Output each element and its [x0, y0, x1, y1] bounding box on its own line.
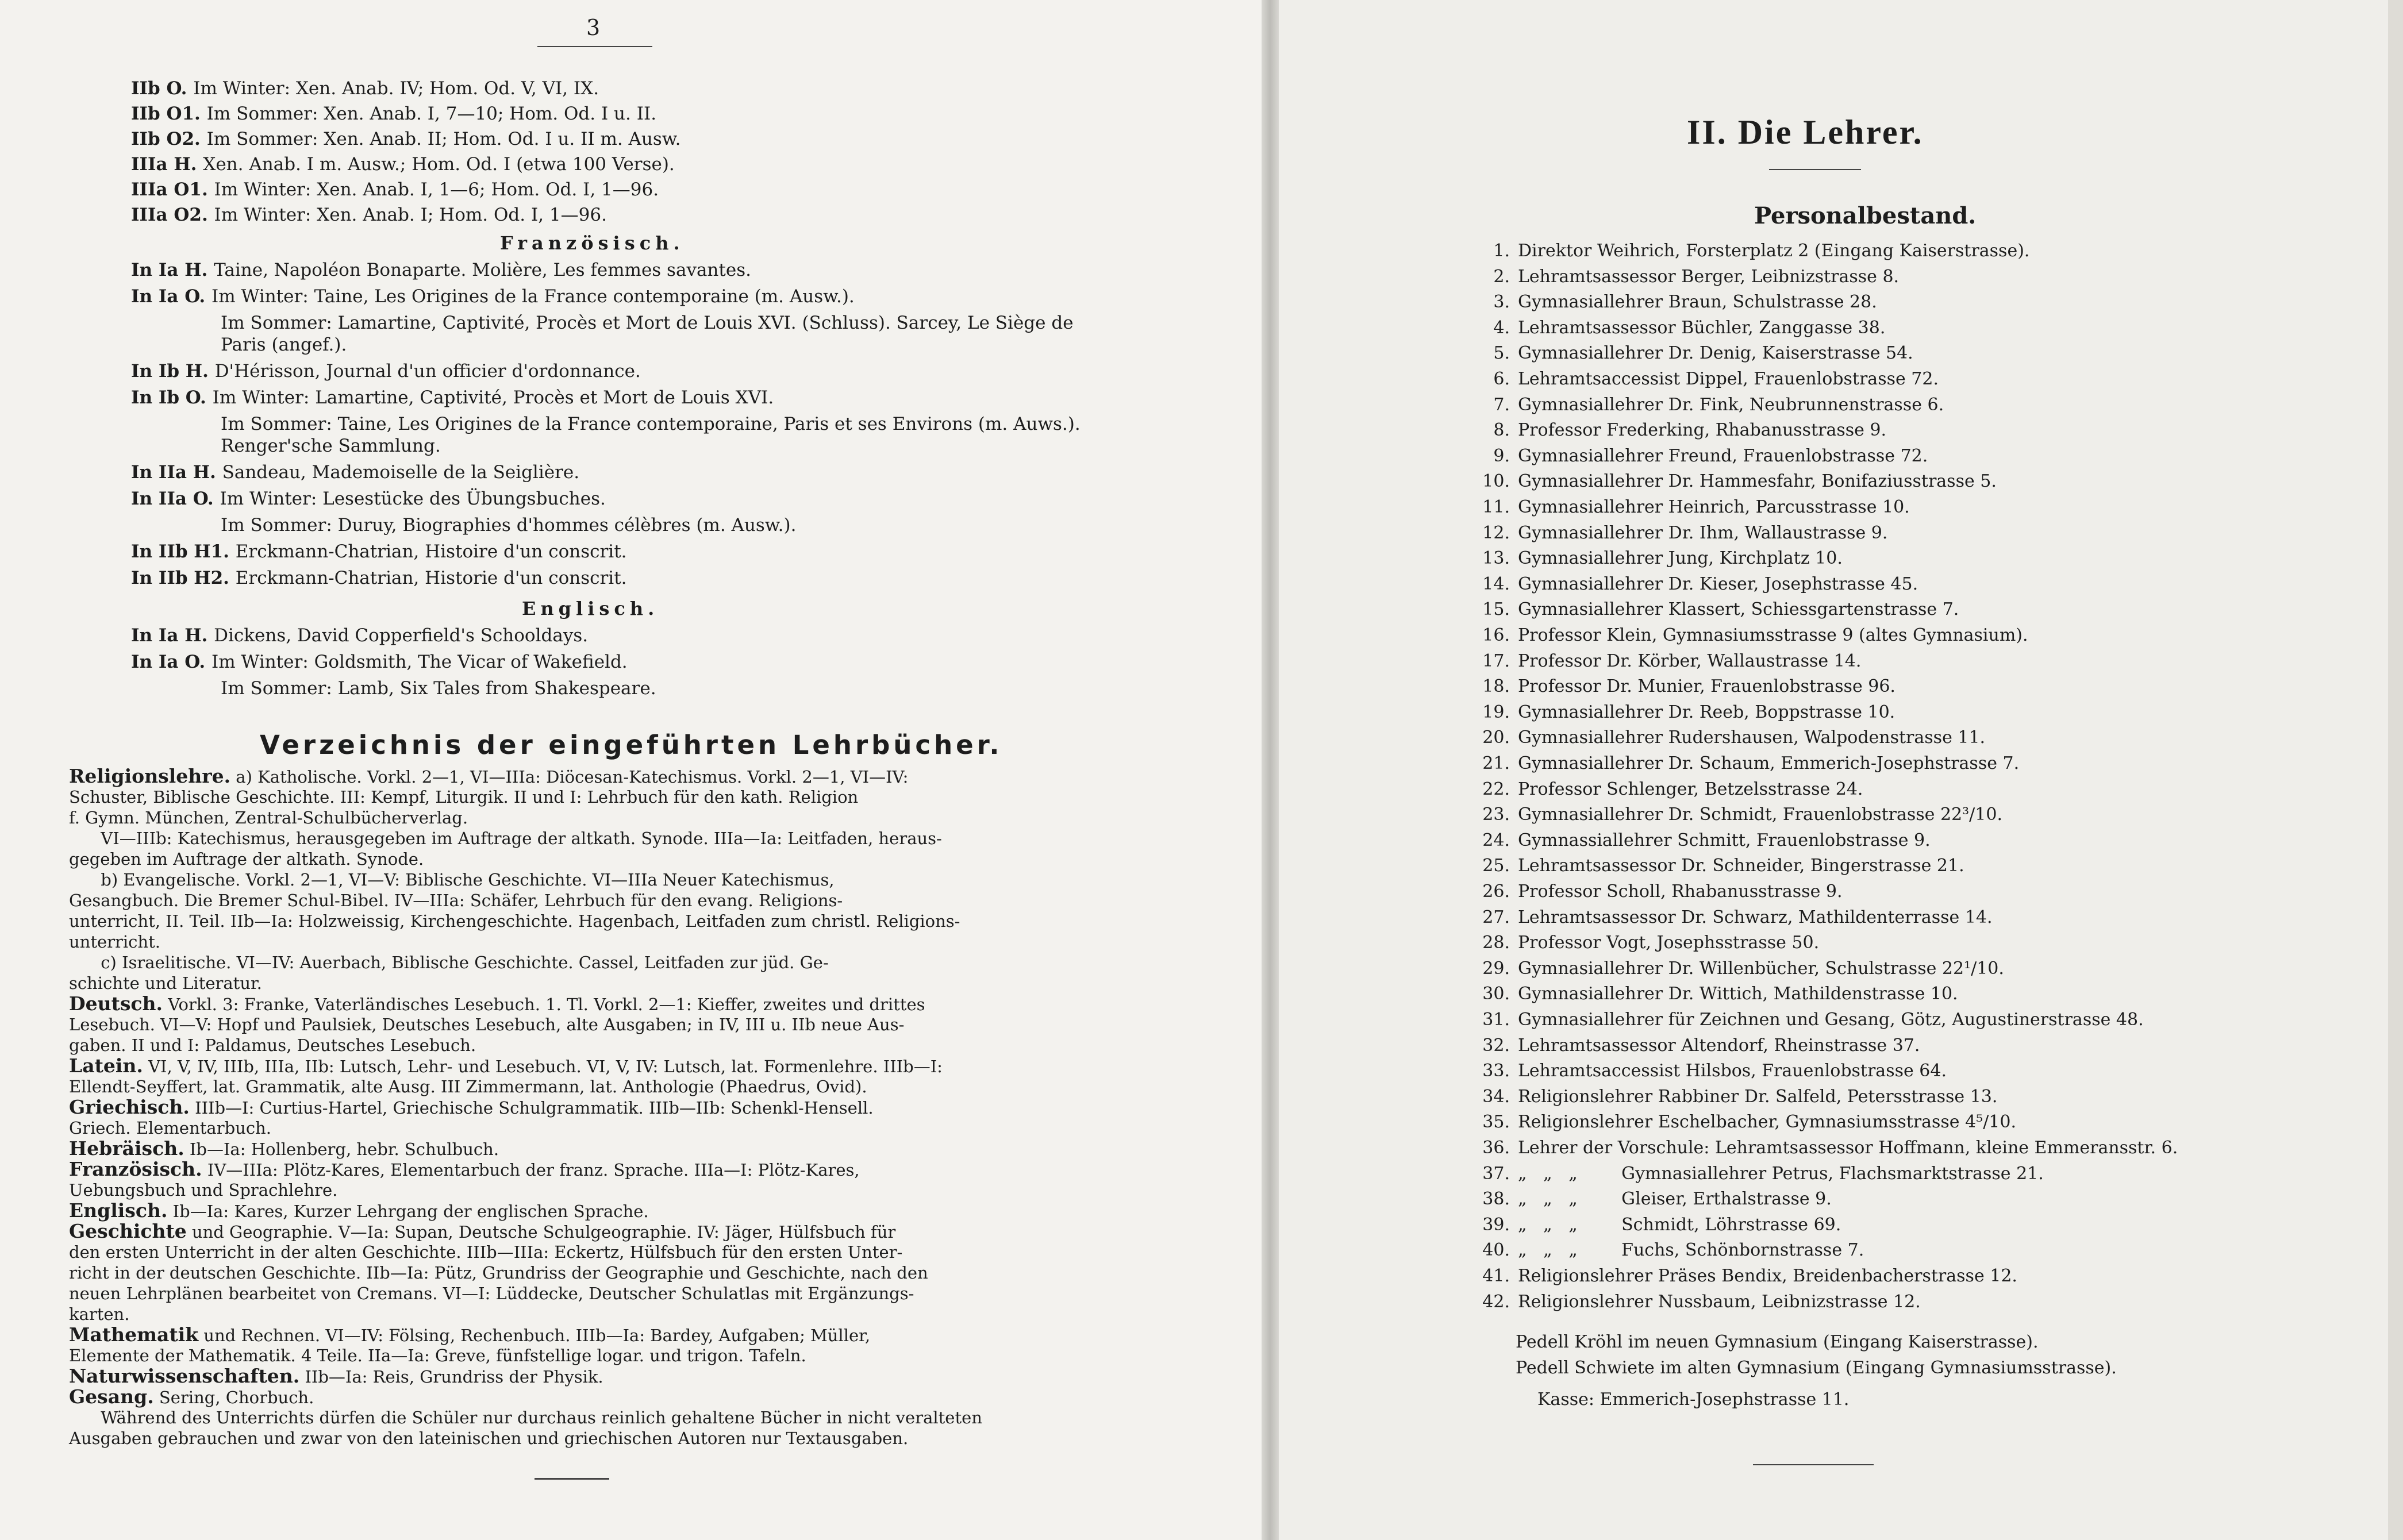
kasse-line: Kasse: Emmerich-Josephstrasse 11. — [1537, 1389, 1850, 1410]
footer-rule — [535, 1478, 609, 1480]
teacher-row — [1468, 753, 2019, 775]
teacher-row — [1468, 1035, 1920, 1057]
class-label: IIb O1. — [131, 103, 207, 124]
line-text: Renger'sche Sammlung. — [221, 436, 441, 456]
teacher-entry: Professor Schlenger, Betzelsstrasse 24. — [1518, 779, 1863, 799]
subject-label: Religionslehre. — [69, 765, 231, 787]
textbook-text: f. Gymn. München, Zentral-Schulbücherverlag. — [69, 808, 468, 827]
line-text: Im Winter: Goldsmith, The Vicar of Wakefield. — [211, 652, 628, 672]
teacher-entry: Gymnassiallehrer Schmitt, Frauenlobstrasse 9. — [1518, 830, 1931, 850]
textbook-row — [69, 1366, 1126, 1387]
teacher-entry: Gymnasiallehrer Dr. Schaum, Emmerich-Josephstrasse 7. — [1518, 753, 2020, 773]
teacher-row — [1468, 291, 1877, 313]
teacher-number: 20. — [1482, 727, 1510, 748]
teacher-number: 13. — [1482, 548, 1510, 569]
textbook-text: unterricht. — [69, 932, 160, 952]
class-label: In IIa H. — [131, 462, 222, 483]
textbook-text: neuen Lehrplänen bearbeitet von Cremans. VI—I: Lüddecke, Deutscher Schulatlas mit Ergänzungs- — [69, 1284, 914, 1303]
line-text: Taine, Napoléon Bonaparte. Molière, Les femmes savantes. — [214, 260, 751, 280]
teacher-number: 2. — [1493, 266, 1510, 287]
teacher-row — [1468, 830, 1931, 852]
teacher-row — [1468, 1111, 2016, 1133]
teacher-number: 33. — [1482, 1061, 1510, 1081]
class-label: IIb O2. — [131, 129, 207, 149]
teacher-row — [1468, 881, 1842, 903]
teacher-row — [1468, 496, 1910, 518]
teacher-entry: Religionslehrer Nussbaum, Leibnizstrasse 12. — [1518, 1291, 1921, 1312]
teacher-row — [1468, 932, 1819, 954]
teacher-row — [1468, 240, 2029, 262]
teacher-number: 11. — [1482, 497, 1510, 517]
pedell-line-1: Pedell Kröhl im neuen Gymnasium (Eingang Kaiserstrasse). — [1516, 1332, 2039, 1352]
teacher-entry: Lehrer der Vorschule: Lehramtsassessor Hoffmann, kleine Emmeransstr. 6. — [1518, 1138, 2178, 1158]
subject-label: Mathematik — [69, 1323, 199, 1346]
teacher-number: 3. — [1493, 292, 1510, 313]
reading-line — [131, 154, 675, 175]
french-line — [221, 334, 347, 355]
teacher-row — [1468, 804, 2002, 826]
subject-label: Griechisch. — [69, 1096, 190, 1118]
teacher-number: 38. — [1482, 1189, 1510, 1210]
teacher-row — [1468, 573, 1918, 595]
teacher-number: 24. — [1482, 830, 1510, 850]
french-line — [131, 361, 641, 382]
french-line — [221, 436, 441, 456]
teacher-entry: Religionslehrer Präses Bendix, Breidenbacherstrasse 12. — [1518, 1266, 2017, 1286]
textbook-text: gaben. II und I: Paldamus, Deutsches Lesebuch. — [69, 1035, 476, 1055]
teacher-number: 9. — [1493, 445, 1510, 466]
teacher-entry: „ „ „ Fuchs, Schönbornstrasse 7. — [1518, 1240, 1864, 1261]
textbook-row — [69, 1283, 1126, 1304]
textbook-row — [69, 1428, 1126, 1449]
textbook-text: Ib—Ia: Kares, Kurzer Lehrgang der englischen Sprache. — [167, 1202, 649, 1221]
textbook-row — [69, 1262, 1126, 1283]
french-line — [131, 260, 751, 280]
textbook-text: Ausgaben gebrauchen und zwar von den lateinischen und griechischen Autoren nur Textausgaben. — [69, 1429, 909, 1448]
textbook-row — [69, 1118, 1126, 1138]
textbook-text: VI—IIIb: Katechismus, herausgegeben im Auftrage der altkath. Synode. IIIa—Ia: Leitfaden, heraus- — [69, 829, 942, 848]
teacher-number: 8. — [1493, 420, 1510, 441]
teacher-entry: Gymnasiallehrer Dr. Fink, Neubrunnenstrasse 6. — [1518, 394, 1944, 415]
line-text: Im Sommer: Taine, Les Origines de la France contemporaine, Paris et ses Environs (m. Auws.). — [221, 414, 1081, 434]
teacher-entry: Gymnasiallehrer Dr. Ihm, Wallaustrasse 9. — [1518, 522, 1888, 543]
teacher-row — [1468, 1188, 1832, 1210]
teacher-entry: Gymnasiallehrer Heinrich, Parcusstrasse 10. — [1518, 497, 1910, 517]
french-line — [131, 462, 579, 483]
teacher-row — [1468, 445, 1928, 467]
textbook-row — [69, 1242, 1126, 1262]
teacher-number: 30. — [1482, 984, 1510, 1004]
textbook-row — [69, 849, 1126, 869]
teacher-entry: Lehramtsassessor Berger, Leibnizstrasse 8. — [1518, 266, 1900, 287]
class-label: In Ia O. — [131, 286, 212, 307]
teacher-entry: „ „ „ Schmidt, Löhrstrasse 69. — [1518, 1214, 1841, 1235]
teacher-number: 26. — [1482, 881, 1510, 902]
textbook-text: VI, V, IV, IIIb, IIIa, IIb: Lutsch, Lehr- und Lesebuch. VI, V, IV: Lutsch, lat. Formenlehre. IIIb—I: — [143, 1057, 943, 1076]
textbook-row — [69, 1325, 1126, 1345]
teacher-entry: Gymnasiallehrer Rudershausen, Walpodenstrasse 11. — [1518, 727, 1986, 748]
textbook-text: gegeben im Auftrage der altkath. Synode. — [69, 849, 424, 869]
teacher-entry: „ „ „ Gymnasiallehrer Petrus, Flachsmarktstrasse 21. — [1518, 1163, 2044, 1184]
teacher-entry: Professor Vogt, Josephsstrasse 50. — [1518, 933, 1820, 953]
teacher-entry: „ „ „ Gleiser, Erthalstrasse 9. — [1518, 1189, 1832, 1210]
line-text: D'Hérisson, Journal d'un officier d'ordonnance. — [214, 361, 641, 382]
teacher-row — [1468, 855, 1964, 877]
line-text: Im Winter: Xen. Anab. I, 1—6; Hom. Od. I, 1—96. — [214, 179, 659, 200]
teacher-entry: Professor Frederking, Rhabanusstrasse 9. — [1518, 420, 1887, 441]
class-label: In Ib O. — [131, 387, 213, 408]
french-line — [131, 286, 855, 307]
teacher-row — [1468, 779, 1863, 800]
teacher-number: 14. — [1482, 573, 1510, 594]
subject-label: Geschichte — [69, 1220, 187, 1242]
teacher-row — [1468, 650, 1861, 672]
textbook-row — [69, 807, 1126, 828]
teacher-entry: Professor Scholl, Rhabanusstrasse 9. — [1518, 881, 1843, 902]
teacher-number: 37. — [1482, 1163, 1510, 1184]
line-text: Im Sommer: Lamb, Six Tales from Shakespeare. — [221, 678, 656, 699]
teacher-row — [1468, 1265, 2017, 1287]
teacher-number: 34. — [1482, 1086, 1510, 1107]
teacher-number: 6. — [1493, 369, 1510, 389]
teacher-entry: Gymnasiallehrer Freund, Frauenlobstrasse 72. — [1518, 445, 1928, 466]
line-text: Paris (angef.). — [221, 334, 347, 355]
textbook-row — [69, 1097, 1126, 1118]
class-label: In Ia H. — [131, 260, 214, 280]
textbook-list-title: Verzeichnis der eingeführten Lehrbücher. — [260, 730, 1003, 760]
teacher-number: 25. — [1482, 856, 1510, 876]
textbook-row — [69, 828, 1126, 849]
reading-line — [131, 78, 599, 99]
french-line — [221, 515, 796, 536]
teacher-row — [1468, 266, 1899, 288]
title-rule — [1769, 169, 1861, 170]
textbook-row — [69, 931, 1126, 952]
line-text: Im Winter: Xen. Anab. I; Hom. Od. I, 1—96. — [214, 205, 607, 225]
teacher-entry: Lehramtsaccessist Hilsbos, Frauenlobstrasse 64. — [1518, 1061, 1947, 1081]
textbook-text: Lesebuch. VI—V: Hopf und Paulsiek, Deutsches Lesebuch, alte Ausgaben; in IV, III u. IIb neue Aus- — [69, 1015, 905, 1034]
teacher-entry: Gymnasiallehrer für Zeichnen und Gesang, Götz, Augustinerstrasse 48. — [1518, 1010, 2144, 1030]
teacher-number: 42. — [1482, 1291, 1510, 1312]
teacher-entry: Gymnasiallehrer Dr. Wittich, Mathildenstrasse 10. — [1518, 984, 1958, 1004]
teacher-row — [1468, 676, 1896, 698]
textbook-row — [69, 1035, 1126, 1056]
teacher-row — [1468, 983, 1958, 1005]
french-line — [131, 488, 606, 509]
teacher-entry: Lehramtsassessor Dr. Schneider, Bingerstrasse 21. — [1518, 856, 1964, 876]
teacher-row — [1468, 1163, 2044, 1185]
textbook-text: schichte und Literatur. — [69, 973, 262, 993]
textbook-text: Gesangbuch. Die Bremer Schul-Bibel. IV—IIIa: Schäfer, Lehrbuch für den evang. Religions- — [69, 891, 843, 910]
textbook-text: Während des Unterrichts dürfen die Schüler nur durchaus reinlich gehaltene Bücher in nicht veralteten — [69, 1408, 982, 1427]
class-label: In IIb H2. — [131, 568, 236, 588]
textbook-row — [69, 1345, 1126, 1366]
class-label: In IIb H1. — [131, 541, 236, 562]
line-text: Im Winter: Xen. Anab. IV; Hom. Od. V, VI, IX. — [193, 78, 599, 99]
textbook-list — [69, 766, 1126, 1449]
line-text: Im Winter: Lesestücke des Übungsbuches. — [220, 488, 606, 509]
teacher-number: 28. — [1482, 933, 1510, 953]
section-title: II. Die Lehrer. — [1687, 113, 1924, 151]
teacher-entry: Lehramtsassessor Büchler, Zanggasse 38. — [1518, 317, 1886, 338]
textbook-row — [69, 1014, 1126, 1035]
teacher-entry: Gymnasiallehrer Dr. Denig, Kaiserstrasse 54. — [1518, 343, 1913, 364]
teacher-row — [1468, 471, 1997, 492]
class-label: IIIa O2. — [131, 205, 214, 225]
teacher-number: 32. — [1482, 1035, 1510, 1056]
teacher-number: 18. — [1482, 676, 1510, 697]
teacher-row — [1468, 1137, 2178, 1159]
teacher-number: 5. — [1493, 343, 1510, 364]
teacher-number: 27. — [1482, 907, 1510, 927]
teacher-entry: Gymnasiallehrer Klassert, Schiessgartenstrasse 7. — [1518, 599, 1959, 620]
textbook-text: a) Katholische. Vorkl. 2—1, VI—IIIa: Diöcesan-Katechismus. Vorkl. 2—1, VI—IV: — [230, 767, 909, 787]
english-line — [131, 652, 628, 672]
textbook-text: IV—IIIa: Plötz-Kares, Elementarbuch der franz. Sprache. IIIa—I: Plötz-Kares, — [202, 1160, 860, 1180]
english-line — [131, 625, 588, 646]
teacher-entry: Gymnasiallehrer Dr. Reeb, Boppstrasse 10. — [1518, 702, 1896, 722]
textbook-text: Griech. Elementarbuch. — [69, 1118, 271, 1138]
teacher-row — [1468, 342, 1913, 364]
teacher-row — [1468, 1086, 1997, 1108]
section-subtitle: Personalbestand. — [1754, 202, 1977, 229]
textbook-row — [69, 766, 1126, 787]
teacher-row — [1468, 907, 1993, 929]
textbook-text: unterricht, II. Teil. IIb—Ia: Holzweissig, Kirchengeschichte. Hagenbach, Leitfaden zum christl. Religions- — [69, 911, 960, 931]
subject-label: Deutsch. — [69, 992, 163, 1015]
textbook-text: Vorkl. 3: Franke, Vaterländisches Lesebuch. 1. Tl. Vorkl. 2—1: Kieffer, zweites und drittes — [163, 995, 925, 1014]
page-edge-right — [2388, 0, 2403, 1540]
subject-label: Naturwissenschaften. — [69, 1365, 300, 1387]
teacher-entry: Gymnasiallehrer Dr. Hammesfahr, Bonifaziusstrasse 5. — [1518, 471, 1997, 492]
textbook-row — [69, 994, 1126, 1014]
line-text: Erckmann-Chatrian, Histoire d'un conscrit. — [235, 541, 627, 562]
heading-englisch: Englisch. — [522, 598, 659, 619]
french-line — [131, 568, 627, 588]
teacher-number: 31. — [1482, 1010, 1510, 1030]
teacher-number: 36. — [1482, 1138, 1510, 1158]
teacher-row — [1468, 548, 1843, 569]
pedell-line-2: Pedell Schwiete im alten Gymnasium (Eingang Gymnasiumsstrasse). — [1516, 1358, 2117, 1378]
teacher-number: 16. — [1482, 625, 1510, 645]
teacher-number: 15. — [1482, 599, 1510, 620]
textbook-text: Elemente der Mathematik. 4 Teile. IIa—Ia: Greve, fünfstellige logar. und trigon. Tafeln. — [69, 1346, 806, 1365]
reading-line — [131, 129, 681, 149]
teacher-entry: Gymnasiallehrer Braun, Schulstrasse 28. — [1518, 292, 1877, 313]
textbook-row — [69, 1180, 1126, 1200]
teacher-number: 12. — [1482, 522, 1510, 543]
teacher-row — [1468, 727, 1985, 749]
textbook-text: karten. — [69, 1304, 130, 1324]
teacher-entry: Religionslehrer Eschelbacher, Gymnasiumsstrasse 4⁵/10. — [1518, 1112, 2017, 1133]
textbook-row — [69, 911, 1126, 931]
class-label: In IIa O. — [131, 488, 220, 509]
teacher-row — [1468, 317, 1885, 339]
textbook-row — [69, 1138, 1126, 1159]
teacher-number: 10. — [1482, 471, 1510, 492]
subject-label: Latein. — [69, 1054, 143, 1077]
textbook-row — [69, 890, 1126, 911]
teacher-row — [1468, 599, 1959, 621]
teacher-entry: Direktor Weihrich, Forsterplatz 2 (Eingang Kaiserstrasse). — [1518, 241, 2030, 261]
teacher-number: 40. — [1482, 1240, 1510, 1261]
line-text: Im Sommer: Xen. Anab. II; Hom. Od. I u. II m. Ausw. — [206, 129, 681, 149]
textbook-text: IIIb—I: Curtius-Hartel, Griechische Schulgrammatik. IIIb—IIb: Schenkl-Hensell. — [189, 1098, 874, 1118]
teacher-row — [1468, 1214, 1841, 1236]
subject-label: Hebräisch. — [69, 1137, 184, 1160]
textbook-text: IIb—Ia: Reis, Grundriss der Physik. — [299, 1367, 603, 1387]
line-text: Im Sommer: Xen. Anab. I, 7—10; Hom. Od. I u. II. — [206, 103, 657, 124]
teacher-entry: Lehramtsassessor Altendorf, Rheinstrasse 37. — [1518, 1035, 1920, 1056]
teacher-number: 22. — [1482, 779, 1510, 799]
heading-franzoesisch: Französisch. — [500, 232, 685, 254]
teacher-row — [1468, 702, 1895, 723]
textbook-text: und Geographie. V—Ia: Supan, Deutsche Schulgeographie. IV: Jäger, Hülfsbuch für — [186, 1222, 896, 1242]
line-text: Dickens, David Copperfield's Schooldays. — [214, 625, 589, 646]
teacher-entry: Gymnasiallehrer Jung, Kirchplatz 10. — [1518, 548, 1843, 569]
subject-label: Englisch. — [69, 1199, 168, 1222]
subject-label: Französisch. — [69, 1158, 202, 1180]
teacher-row — [1468, 419, 1886, 441]
teacher-number: 17. — [1482, 650, 1510, 671]
line-text: Im Winter: Taine, Les Origines de la France contemporaine (m. Ausw.). — [211, 286, 855, 307]
line-text: Im Sommer: Duruy, Biographies d'hommes célèbres (m. Ausw.). — [221, 515, 797, 536]
teacher-row — [1468, 1291, 1921, 1313]
textbook-text: Uebungsbuch und Sprachlehre. — [69, 1180, 338, 1200]
teacher-entry: Professor Dr. Munier, Frauenlobstrasse 96. — [1518, 676, 1896, 697]
textbook-text: den ersten Unterricht in der alten Geschichte. IIIb—IIIa: Eckertz, Hülfsbuch für den ersten Unter- — [69, 1242, 903, 1262]
textbook-text: Ib—Ia: Hollenberg, hebr. Schulbuch. — [184, 1139, 499, 1159]
teacher-row — [1468, 368, 1939, 390]
textbook-text: Sering, Chorbuch. — [153, 1388, 314, 1407]
class-label: IIIa H. — [131, 154, 203, 175]
reading-line — [131, 205, 607, 225]
line-text: Xen. Anab. I m. Ausw.; Hom. Od. I (etwa 100 Verse). — [203, 154, 675, 175]
class-label: In Ia H. — [131, 625, 214, 646]
line-text: Im Sommer: Lamartine, Captivité, Procès et Mort de Louis XVI. (Schluss). Sarcey, Le Siège de — [221, 313, 1074, 333]
teacher-row — [1468, 522, 1887, 544]
french-line — [131, 541, 627, 562]
textbook-row — [69, 1159, 1126, 1180]
teacher-number: 35. — [1482, 1112, 1510, 1133]
textbook-text: und Rechnen. VI—IV: Fölsing, Rechenbuch. IIIb—Ia: Bardey, Aufgaben; Müller, — [198, 1326, 871, 1345]
textbook-row — [69, 1076, 1126, 1097]
header-rule — [537, 46, 652, 47]
right-footer-rule — [1753, 1464, 1874, 1465]
reading-line — [131, 103, 656, 124]
line-text: Im Winter: Lamartine, Captivité, Procès et Mort de Louis XVI. — [212, 387, 774, 408]
textbook-text: Ellendt-Seyffert, lat. Grammatik, alte Ausg. III Zimmermann, lat. Anthologie (Phaedrus, Ovid). — [69, 1077, 867, 1096]
textbook-row — [69, 1200, 1126, 1221]
teacher-entry: Religionslehrer Rabbiner Dr. Salfeld, Petersstrasse 13. — [1518, 1086, 1998, 1107]
french-line — [131, 387, 774, 408]
textbook-row — [69, 787, 1126, 807]
teacher-entry: Lehramtsaccessist Dippel, Frauenlobstrasse 72. — [1518, 369, 1939, 389]
teacher-row — [1468, 625, 2028, 646]
teacher-entry: Professor Klein, Gymnasiumsstrasse 9 (altes Gymnasium). — [1518, 625, 2028, 645]
line-text: Erckmann-Chatrian, Historie d'un conscrit. — [235, 568, 627, 588]
class-label: IIb O. — [131, 78, 194, 99]
textbook-text: c) Israelitische. VI—IV: Auerbach, Biblische Geschichte. Cassel, Leitfaden zur jüd. Ge- — [69, 953, 829, 972]
teacher-entry: Gymnasiallehrer Dr. Schmidt, Frauenlobstrasse 22³/10. — [1518, 804, 2002, 825]
french-line — [221, 313, 1074, 333]
teacher-row — [1468, 1009, 2144, 1031]
teacher-entry: Lehramtsassessor Dr. Schwarz, Mathildenterrasse 14. — [1518, 907, 1993, 927]
textbook-row — [69, 1407, 1126, 1428]
teacher-row — [1468, 1060, 1947, 1082]
book-gutter — [1262, 0, 1279, 1540]
textbook-row — [69, 973, 1126, 994]
textbook-row — [69, 952, 1126, 973]
teacher-number: 7. — [1493, 394, 1510, 415]
textbook-row — [69, 869, 1126, 890]
english-line — [221, 678, 656, 699]
class-label: In Ia O. — [131, 652, 212, 672]
class-label: IIIa O1. — [131, 179, 214, 200]
teacher-number: 41. — [1482, 1266, 1510, 1286]
textbook-row — [69, 1221, 1126, 1242]
teacher-row — [1468, 958, 2004, 980]
teacher-row — [1468, 1239, 1864, 1261]
textbook-row — [69, 1056, 1126, 1076]
teacher-entry: Gymnasiallehrer Dr. Kieser, Josephstrasse 45. — [1518, 573, 1918, 594]
textbook-row — [69, 1304, 1126, 1325]
textbook-text: Schuster, Biblische Geschichte. III: Kempf, Liturgik. II und I: Lehrbuch für den kath. Religion — [69, 787, 859, 807]
reading-line — [131, 179, 659, 200]
teacher-entry: Gymnasiallehrer Dr. Willenbücher, Schulstrasse 22¹/10. — [1518, 958, 2004, 979]
teacher-number: 39. — [1482, 1214, 1510, 1235]
page-number: 3 — [586, 15, 601, 40]
line-text: Sandeau, Mademoiselle de la Seiglière. — [222, 462, 580, 483]
teacher-number: 21. — [1482, 753, 1510, 773]
teacher-number: 1. — [1493, 241, 1510, 261]
textbook-row — [69, 1387, 1126, 1407]
teacher-number: 19. — [1482, 702, 1510, 722]
teacher-number: 23. — [1482, 804, 1510, 825]
teacher-number: 4. — [1493, 317, 1510, 338]
french-line — [221, 414, 1081, 434]
subject-label: Gesang. — [69, 1385, 154, 1408]
class-label: In Ib H. — [131, 361, 215, 382]
teacher-entry: Professor Dr. Körber, Wallaustrasse 14. — [1518, 650, 1862, 671]
teacher-number: 29. — [1482, 958, 1510, 979]
textbook-text: richt in der deutschen Geschichte. IIb—Ia: Pütz, Grundriss der Geographie und Geschichte, nach den — [69, 1263, 928, 1283]
teacher-row — [1468, 394, 1944, 416]
textbook-text: b) Evangelische. Vorkl. 2—1, VI—V: Biblische Geschichte. VI—IIIa Neuer Katechismus, — [69, 870, 835, 890]
